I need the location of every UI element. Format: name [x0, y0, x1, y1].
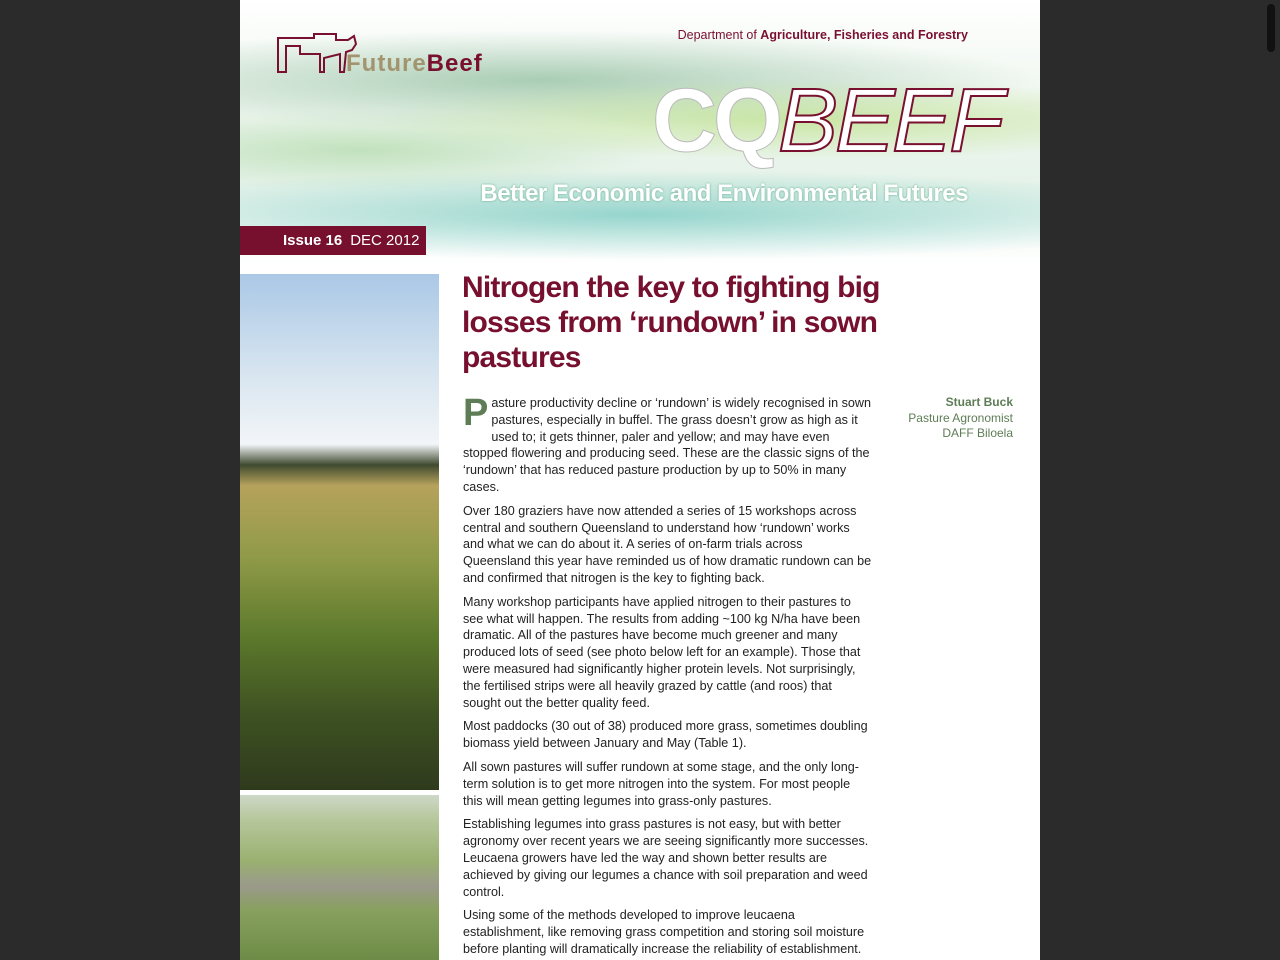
vertical-scrollbar[interactable]	[1267, 4, 1275, 52]
paragraph: Over 180 graziers have now attended a series of 15 workshops across central and southern Queensland to understand how ‘rundown’ works and what we can do about it. A series of on-farm trials across Queensland this year have reminded us of how dramatic rundown can be and confirmed that nitrogen is the key to fighting back.	[463, 503, 872, 585]
issue-date: DEC 2012	[350, 232, 420, 249]
issue-badge	[240, 226, 426, 255]
paragraph: Most paddocks (30 out of 38) produced more grass, sometimes doubling biomass yield between January and May (Table 1).	[463, 719, 868, 751]
dept-prefix: Department of	[677, 28, 761, 42]
paragraph: All sown pastures will suffer rundown at some stage, and the only long-term solution is to get more nitrogen into the system. For most people this will mean getting legumes into grass-only pastures.	[463, 759, 859, 808]
author-org: DAFF Biloela	[942, 426, 1013, 440]
logo-future: Future	[346, 50, 427, 77]
futurebeef-wordmark	[346, 50, 483, 78]
paragraph: Many workshop participants have applied nitrogen to their pastures to see what will happen. The results from adding ~100 kg N/ha have been dramatic. All of the pastures have become much greener and many produced lots of seed (see photo below left for an example). Those that were measured had significantly higher protein levels. Not surprisingly, the fertilised strips were all heavily grazed by cattle (and roos) that sought out the better quality feed.	[463, 594, 861, 710]
issue-number: Issue 16	[283, 232, 343, 249]
logo-beef: Beef	[426, 50, 483, 77]
paragraph	[463, 392, 873, 496]
drop-cap: P	[463, 392, 489, 434]
masthead-beef: BEEF	[778, 71, 1002, 171]
pasture-photo	[240, 274, 439, 790]
author-role: Pasture Agronomist	[908, 410, 1013, 425]
paragraph: Using some of the methods developed to improve leucaena establishment, like removing grass competition and storing soil moisture before planting will dramatically increase the reliability of establishment.	[463, 908, 865, 956]
dept-name: Agriculture, Fisheries and Forestry	[760, 28, 968, 42]
article-body	[463, 392, 873, 960]
masthead-cq: CQ	[652, 71, 779, 171]
paragraph-text: asture productivity decline or ‘rundown’ is widely recognised in sown pastures, especially in buffel. The grass doesn’t grow as high as it used to; it gets thinner, paler and yellow; and may have even stopped flowering and producing seed. These are the classic signs of the ‘rundown’ that has reduced pasture production by up to 50% in many cases.	[463, 396, 871, 494]
fertilised-strip-photo	[240, 795, 439, 960]
paragraph: Establishing legumes into grass pastures is not easy, but with better agronomy over recent years we are seeing significantly more successes. Leucaena growers have led the way and shown better results are achieved by giving our legumes a chance with soil preparation and weed control.	[463, 817, 869, 899]
masthead-banner	[240, 0, 1040, 265]
author-name: Stuart Buck	[945, 395, 1013, 409]
department-label	[678, 28, 968, 42]
article-title: Nitrogen the key to fighting big losses from ‘rundown’ in sown pastures	[462, 271, 880, 374]
masthead-tagline: Better Economic and Environmental Futures	[480, 180, 968, 207]
author-byline	[908, 395, 1013, 442]
document-page	[240, 0, 1040, 960]
